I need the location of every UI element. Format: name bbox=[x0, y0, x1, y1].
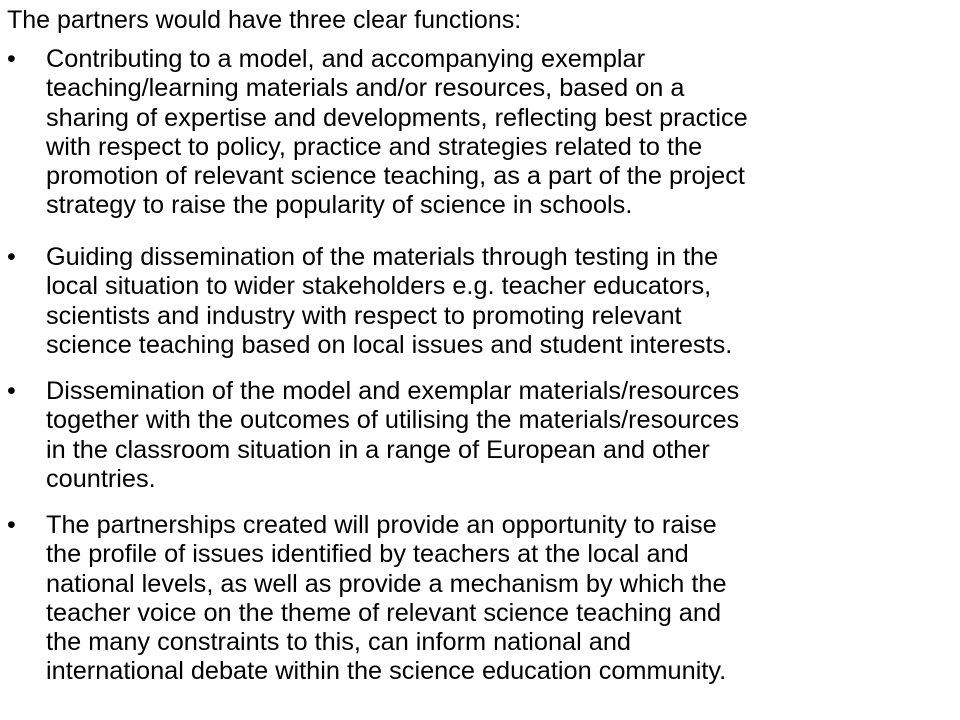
bullet-line: promotion of relevant science teaching, as a part of the project bbox=[46, 162, 745, 191]
bullet-line: Dissemination of the model and exemplar materials/resources bbox=[46, 377, 740, 405]
bullet-line: local situation to wider stakeholders e.g. teacher educators, bbox=[46, 272, 712, 301]
bullet-line: teacher voice on the theme of relevant science teaching and bbox=[46, 598, 722, 627]
bullet-line: Guiding dissemination of the materials through testing in the bbox=[46, 243, 719, 271]
bullet-text bbox=[46, 511, 932, 687]
bullet-line: strategy to raise the popularity of science in schools. bbox=[46, 191, 633, 220]
bullet-line: The partnerships created will provide an opportunity to raise bbox=[46, 511, 717, 539]
bullet-symbol: • bbox=[7, 377, 16, 405]
bullet-symbol: • bbox=[7, 511, 16, 539]
bullet-text bbox=[46, 243, 932, 360]
bullet-line: countries. bbox=[46, 464, 156, 493]
bullet-line: in the classroom situation in a range of European and other bbox=[46, 435, 710, 464]
bullet-item bbox=[7, 45, 932, 221]
bullet-line: together with the outcomes of utilising the materials/resources bbox=[46, 406, 740, 435]
bullet-line: science teaching based on local issues and student interests. bbox=[46, 330, 733, 359]
bullet-item bbox=[7, 243, 932, 360]
bullet-item bbox=[7, 377, 932, 494]
bullet-text bbox=[46, 45, 932, 221]
bullet-symbol: • bbox=[7, 45, 16, 73]
slide bbox=[7, 0, 953, 720]
bullet-line: national levels, as well as provide a mechanism by which the bbox=[46, 569, 727, 598]
bullet-symbol: • bbox=[7, 243, 16, 271]
bullet-line: scientists and industry with respect to promoting relevant bbox=[46, 301, 682, 330]
bullet-line: sharing of expertise and developments, reflecting best practice bbox=[46, 103, 748, 132]
bullet-line: the profile of issues identified by teachers at the local and bbox=[46, 540, 689, 569]
bullet-line: the many constraints to this, can inform national and bbox=[46, 628, 631, 657]
bullet-item bbox=[7, 511, 932, 687]
bullet-line: Contributing to a model, and accompanying exemplar bbox=[46, 45, 646, 73]
bullet-line: teaching/learning materials and/or resources, based on a bbox=[46, 74, 685, 103]
intro-text: The partners would have three clear functions: bbox=[7, 6, 522, 34]
bullet-line: with respect to policy, practice and strategies related to the bbox=[46, 132, 703, 161]
bullet-line: international debate within the science education community. bbox=[46, 657, 727, 686]
bullet-text bbox=[46, 377, 932, 494]
